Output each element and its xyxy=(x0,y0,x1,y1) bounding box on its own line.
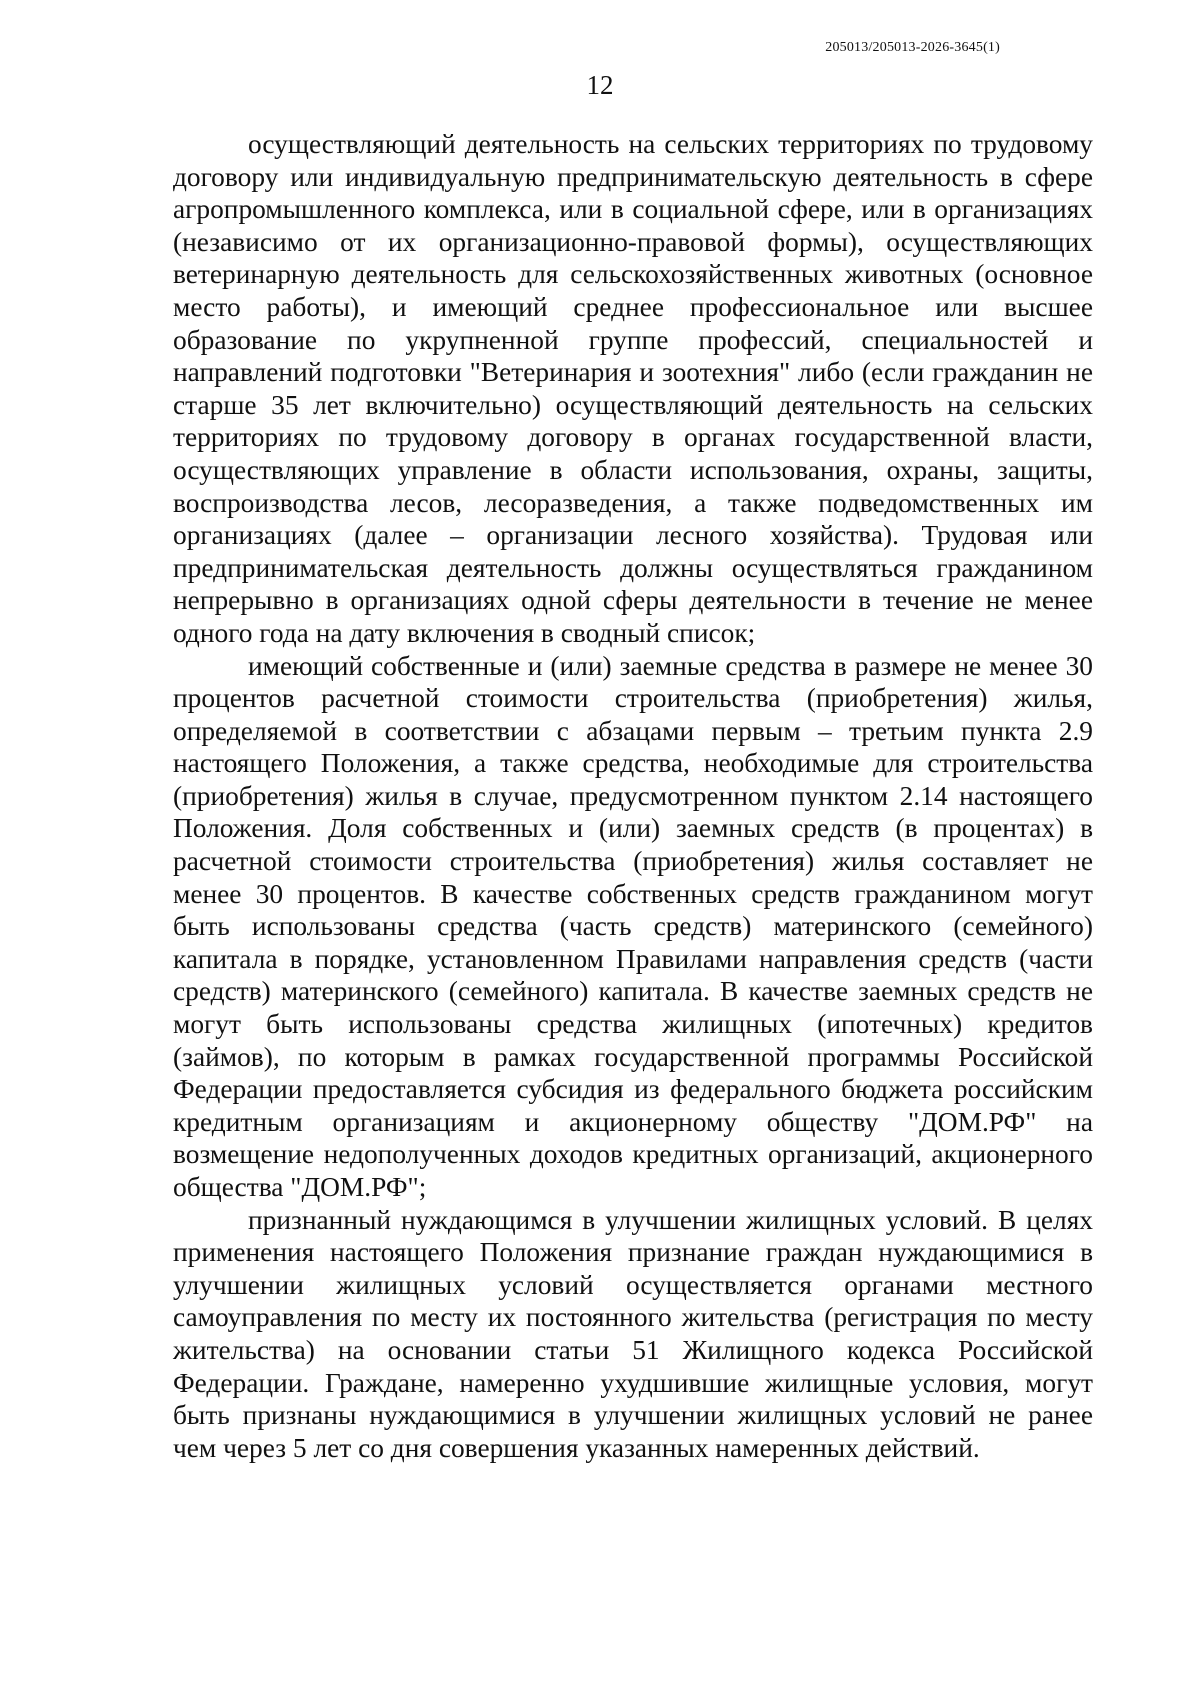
document-id: 205013/205013-2026-3645(1) xyxy=(825,40,1000,55)
body-text xyxy=(173,128,1093,1464)
paragraph-housing-need-requirement: признанный нуждающимся в улучшении жилищных условий. В целях применения настоящего Положения признание граждан нуждающимися в улучшении жилищных условий осуществляется органами местного самоуправления по месту их постоянного жительства (регистрация по месту жительства) на основании статьи 51 Жилищного кодекса Российской Федерации. Граждане, намеренно ухудшившие жилищные условия, могут быть признаны нуждающимися в улучшении жилищных условий не ранее чем через 5 лет со дня совершения указанных намеренных действий. xyxy=(173,1204,1093,1463)
paragraph-employment-requirement: осуществляющий деятельность на сельских территориях по трудовому договору или индивидуальную предпринимательскую деятельность в сфере агропромышленного комплекса, или в социальной сфере, или в организациях (независимо от их организационно-правовой формы), осуществляющих ветеринарную деятельность для сельскохозяйственных животных (основное место работы), и имеющий среднее профессиональное или высшее образование по укрупненной группе профессий, специальностей и направлений подготовки "Ветеринария и зоотехния" либо (если гражданин не старше 35 лет включительно) осуществляющий деятельность на сельских территориях по трудовому договору в органах государственной власти, осуществляющих управление в области использования, охраны, защиты, воспроизводства лесов, лесоразведения, а также подведомственных им организациях (далее – организации лесного хозяйства). Трудовая или предпринимательская деятельность должны осуществляться гражданином непрерывно в организациях одной сферы деятельности в течение не менее одного года на дату включения в сводный список; xyxy=(173,129,1093,648)
page-number: 12 xyxy=(586,70,614,100)
paragraph-own-funds-requirement: имеющий собственные и (или) заемные средства в размере не менее 30 процентов расчетной стоимости строительства (приобретения) жилья, определяемой в соответствии с абзацами первым – третьим пункта 2.9 настоящего Положения, а также средства, необходимые для строительства (приобретения) жилья в случае, предусмотренном пунктом 2.14 настоящего Положения. Доля собственных и (или) заемных средств (в процентах) в расчетной стоимости строительства (приобретения) жилья составляет не менее 30 процентов. В качестве собственных средств гражданином могут быть использованы средства (часть средств) материнского (семейного) капитала в порядке, установленном Правилами направления средств (части средств) материнского (семейного) капитала. В качестве заемных средств не могут быть использованы средства жилищных (ипотечных) кредитов (займов), по которым в рамках государственной программы Российской Федерации предоставляется субсидия из федерального бюджета российским кредитным организациям и акционерному обществу "ДОМ.РФ" на возмещение недополученных доходов кредитных организаций, акционерного общества "ДОМ.РФ"; xyxy=(173,650,1093,1202)
